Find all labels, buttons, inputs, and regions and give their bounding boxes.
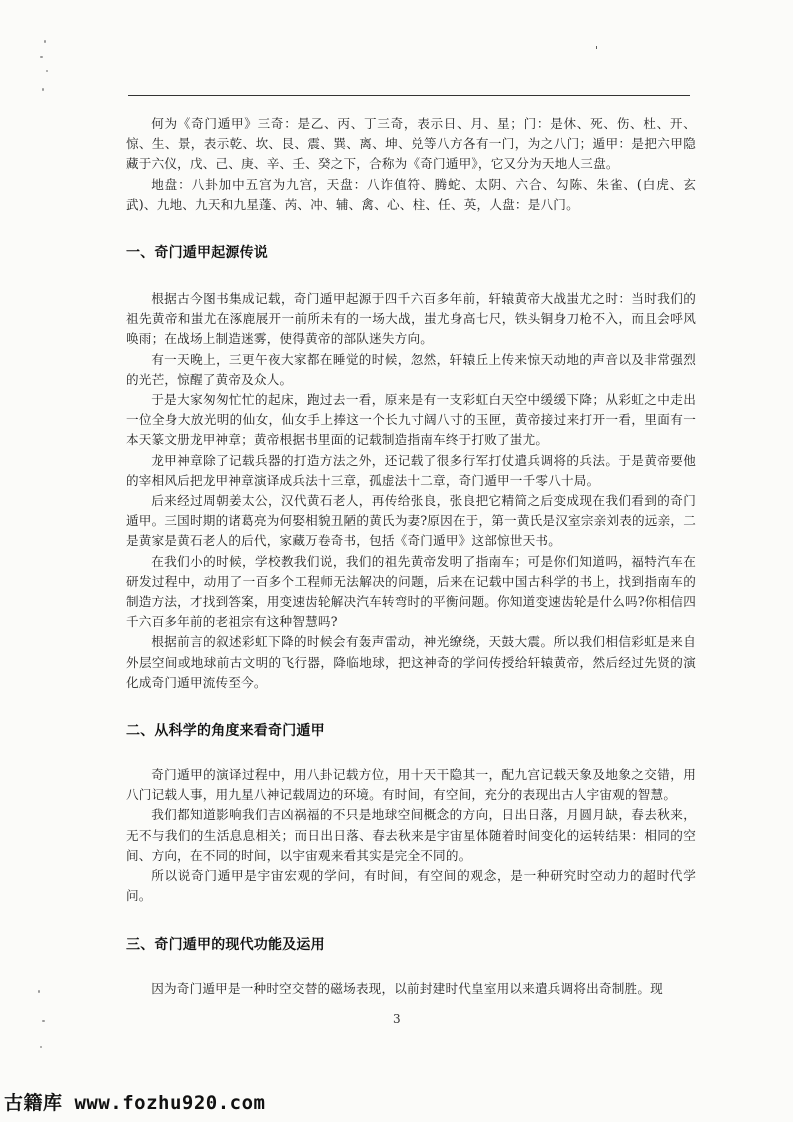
body-paragraph: 所以说奇门遁甲是宇宙宏观的学问，有时间，有空间的观念，是一种研究时空动力的超时代学问。 [126,868,696,904]
scan-speck [42,1020,45,1022]
body-paragraph: 于是大家匆匆忙忙的起床，跑过去一看，原来是有一支彩虹白天空中缓缓下降；从彩虹之中走出一位全身大放光明的仙女，仙女手上捧这一个长九寸阔八寸的玉匣，黄帝接过来打开一看，里面有一本天篆文册龙甲神章；黄帝根据书里面的记载制造指南车终于打败了蚩尤。 [126,392,696,448]
body-paragraph: 因为奇门遁甲是一种时空交替的磁场表现，以前封建时代皇室用以来遣兵调将出奇制胜。现 [151,980,663,996]
section-heading: 一、奇门遁甲起源传说 [126,245,268,262]
document-body [126,114,696,999]
body-paragraph: 我们都知道影响我们吉凶祸福的不只是地球空间概念的方向，日出日落，月圆月缺，春去秋来，无不与我们的生活息息相关；而日出日落、春去秋来是宇宙星体随着时间变化的运转结果：相同的空间、方向，在不同的时间，以宇宙观来看其实是完全不同的。 [126,807,696,863]
body-paragraph: 根据前言的叙述彩虹下降的时候会有轰声雷动，神光缭绕，天鼓大震。所以我们相信彩虹是来自外层空间或地球前古文明的飞行器，降临地球，把这神奇的学问传授给轩辕黄帝，然后经过先贤的演化成奇门遁甲流传至今。 [126,634,696,690]
scan-speck [40,56,43,58]
header-rule [128,95,690,96]
intro-paragraph: 何为《奇门遁甲》三奇：是乙、丙、丁三奇，表示日、月、星；门：是休、死、伤、杜、开、惊、生、景，表示乾、坎、艮、震、巽、离、坤、兑等八方各有一门，为之八门；遁甲：是把六甲隐藏于六仪，戊、己、庚、辛、壬、癸之下，合称为《奇门遁甲》，它又分为天地人三盘。 [126,116,696,172]
scan-speck [44,40,46,43]
scan-speck [40,1046,42,1048]
scan-speck [46,70,48,72]
site-watermark: 古籍库 www.fozhu920.com [4,1092,266,1114]
section-heading: 三、奇门遁甲的现代功能及运用 [126,936,325,953]
header-mark: ' [595,44,599,57]
intro-paragraph: 地盘：八卦加中五宫为九宫，天盘：八诈值符、腾蛇、太阴、六合、勾陈、朱雀、(白虎、玄武)、九地、九天和九星蓬、芮、冲、辅、禽、心、柱、任、英，人盘：是八门。 [126,176,696,212]
scan-speck [42,88,44,91]
body-paragraph: 在我们小的时候，学校教我们说，我们的祖先黄帝发明了指南车；可是你们知道吗，福特汽车在研发过程中，动用了一百多个工程师无法解决的问题，后来在记载中国古科学的书上，找到指南车的制造方法，才找到答案，用变速齿轮解决汽车转弯时的平衡问题。你知道变速齿轮是什么吗?你相信四千六百多年前的老祖宗有这种智慧吗? [126,553,696,630]
section-heading: 二、从科学的角度来看奇门遁甲 [126,723,325,740]
body-paragraph: 有一天晚上，三更午夜大家都在睡觉的时候，忽然，轩辕丘上传来惊天动地的声音以及非常强烈的光芒，惊醒了黄帝及众人。 [126,351,696,387]
body-paragraph: 龙甲神章除了记载兵器的打造方法之外，还记载了很多行军打仗遣兵调将的兵法。于是黄帝要他的宰相风后把龙甲神章演译成兵法十三章，孤虚法十二章，奇门遁甲一千零八十局。 [126,452,696,488]
body-paragraph: 后来经过周朝姜太公，汉代黄石老人，再传给张良，张良把它精简之后变成现在我们看到的奇门遁甲。三国时期的诸葛亮为何娶相貌丑陋的黄氏为妻?原因在于，第一黄氏是汉室宗亲刘表的远亲，二是黄家是黄石老人的后代，家藏万卷奇书，包括《奇门遁甲》这部惊世天书。 [126,493,696,549]
body-paragraph: 奇门遁甲的演译过程中，用八卦记载方位，用十天干隐其一，配九宫记载天象及地象之交错，用八门记载人事，用九星八神记载周边的环境。有时间，有空间，充分的表现出古人宇宙观的智慧。 [126,767,696,803]
page-number: 3 [393,1012,401,1026]
scan-speck [38,990,40,993]
body-paragraph: 根据古今图书集成记载，奇门遁甲起源于四千六百多年前，轩辕黄帝大战蚩尤之时：当时我们的祖先黄帝和蚩尤在涿鹿展开一前所未有的一场大战，蚩尤身高七尺，铁头铜身刀枪不入，而且会呼风唤雨；在战场上制造迷雾，使得黄帝的部队迷失方向。 [126,291,696,347]
